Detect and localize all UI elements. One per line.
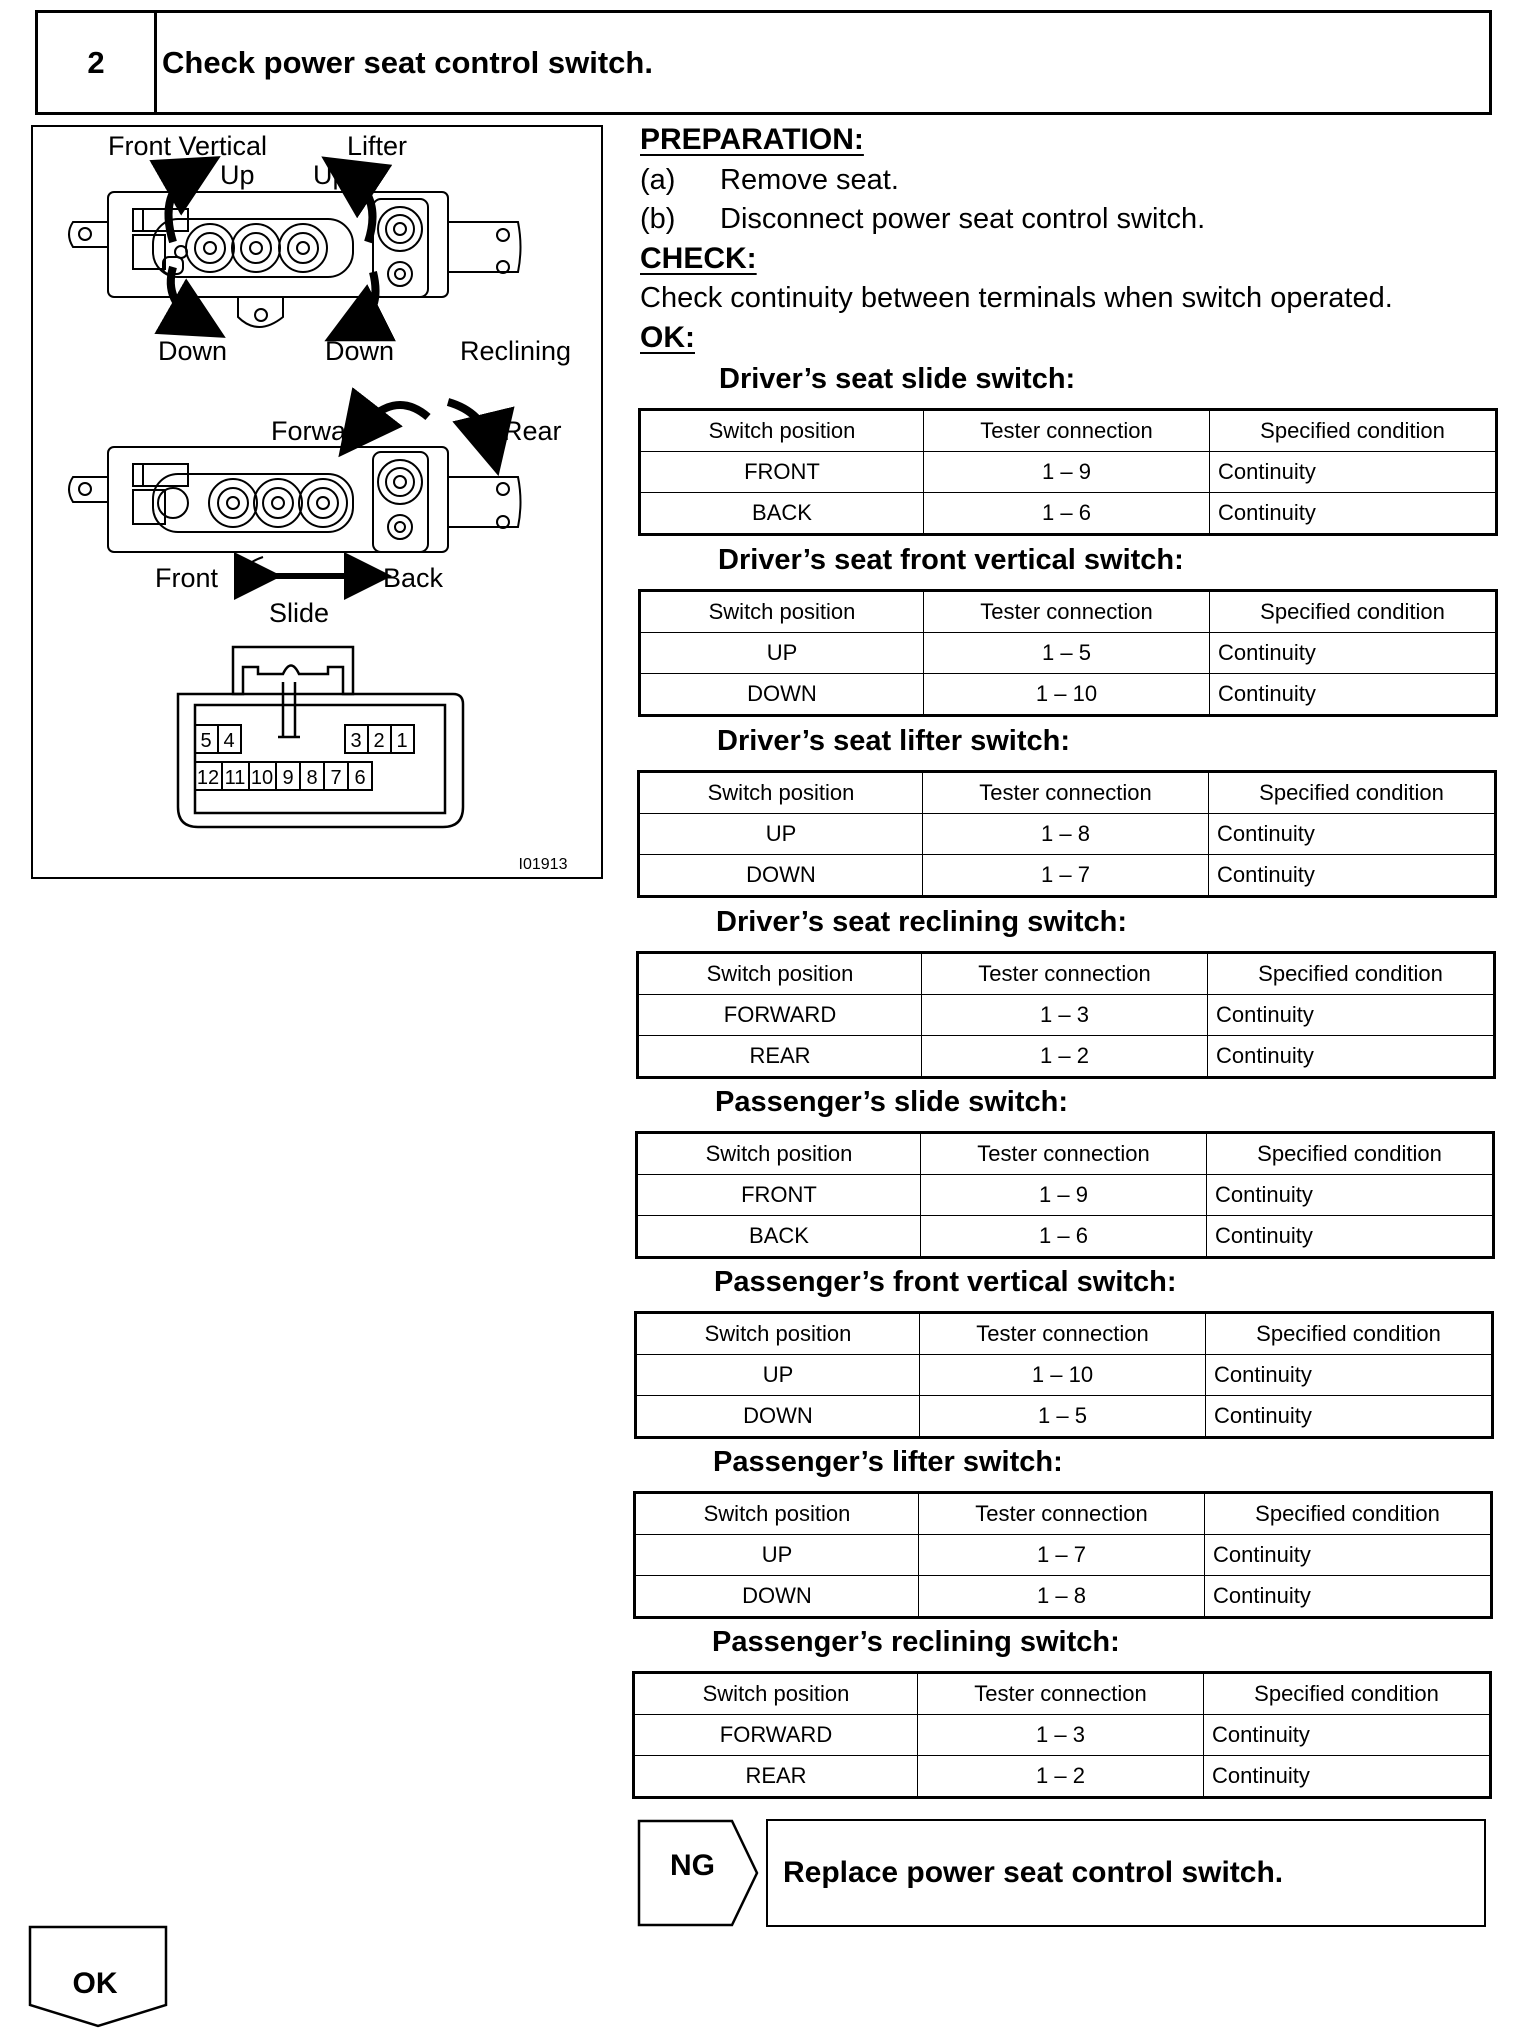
pin-10: 10 — [250, 767, 274, 789]
cell: 1 – 7 — [919, 1535, 1205, 1576]
col-header: Switch position — [638, 953, 922, 995]
cell: 1 – 2 — [918, 1756, 1204, 1798]
cell: 1 – 8 — [923, 814, 1209, 855]
cell: 1 – 10 — [920, 1355, 1206, 1396]
cell: 1 – 6 — [924, 493, 1210, 535]
label-reclining: Reclining — [460, 336, 572, 366]
col-header: Specified condition — [1210, 410, 1497, 452]
label-down-front: Down — [158, 336, 228, 366]
cell: Continuity — [1204, 1715, 1491, 1756]
table-passenger-lifter — [633, 1491, 1493, 1619]
col-header: Switch position — [634, 1673, 918, 1715]
cell: Continuity — [1208, 1036, 1495, 1078]
col-header: Specified condition — [1207, 1133, 1494, 1175]
pin-3: 3 — [350, 730, 362, 752]
label-lifter: Lifter — [347, 131, 408, 161]
label-front: Front — [155, 563, 219, 593]
check-heading: CHECK: — [640, 242, 757, 275]
col-header: Tester connection — [920, 1313, 1206, 1355]
ok-heading: OK: — [640, 321, 695, 354]
cell: Continuity — [1204, 1756, 1491, 1798]
prep-item-a-text: Remove seat. — [720, 164, 899, 196]
table-title-driver-slide: Driver’s seat slide switch: — [719, 363, 1076, 395]
cell: Continuity — [1209, 855, 1496, 897]
cell: UP — [635, 1535, 919, 1576]
cell: UP — [636, 1355, 920, 1396]
pin-5: 5 — [200, 730, 212, 752]
cell: FRONT — [637, 1175, 921, 1216]
cell: 1 – 10 — [924, 674, 1210, 716]
preparation-heading: PREPARATION: — [640, 123, 864, 156]
cell: DOWN — [639, 855, 923, 897]
cell: UP — [639, 814, 923, 855]
col-header: Specified condition — [1210, 591, 1497, 633]
pin-8: 8 — [306, 767, 318, 789]
pin-9: 9 — [282, 767, 294, 789]
col-header: Switch position — [637, 1133, 921, 1175]
cell: 1 – 8 — [919, 1576, 1205, 1618]
table-title-passenger-front-vertical: Passenger’s front vertical switch: — [714, 1266, 1177, 1298]
cell: UP — [640, 633, 924, 674]
pin-4: 4 — [223, 730, 235, 752]
col-header: Switch position — [640, 591, 924, 633]
col-header: Switch position — [636, 1313, 920, 1355]
cell: 1 – 3 — [918, 1715, 1204, 1756]
label-slide: Slide — [269, 598, 330, 628]
connector-diagram — [178, 647, 463, 827]
col-header: Tester connection — [921, 1133, 1207, 1175]
col-header: Switch position — [640, 410, 924, 452]
cell: REAR — [634, 1756, 918, 1798]
cell: BACK — [637, 1216, 921, 1258]
pin-2: 2 — [373, 730, 385, 752]
cell: Continuity — [1205, 1535, 1492, 1576]
cell: 1 – 6 — [921, 1216, 1207, 1258]
cell: 1 – 2 — [922, 1036, 1208, 1078]
switch-diagram — [33, 127, 605, 881]
table-driver-reclining — [636, 951, 1496, 1079]
pin-11: 11 — [224, 767, 246, 789]
cell: 1 – 3 — [922, 995, 1208, 1036]
cell: 1 – 7 — [923, 855, 1209, 897]
table-passenger-front-vertical — [634, 1311, 1494, 1439]
cell: Continuity — [1206, 1355, 1493, 1396]
cell: FORWARD — [638, 995, 922, 1036]
cell: Continuity — [1210, 452, 1497, 493]
col-header: Tester connection — [919, 1493, 1205, 1535]
cell: Continuity — [1207, 1216, 1494, 1258]
col-header: Tester connection — [922, 953, 1208, 995]
cell: Continuity — [1209, 814, 1496, 855]
col-header: Specified condition — [1209, 772, 1496, 814]
col-header: Tester connection — [924, 591, 1210, 633]
table-title-passenger-reclining: Passenger’s reclining switch: — [712, 1626, 1120, 1658]
table-title-passenger-slide: Passenger’s slide switch: — [715, 1086, 1068, 1118]
table-driver-lifter — [637, 770, 1497, 898]
table-title-passenger-lifter: Passenger’s lifter switch: — [713, 1446, 1063, 1478]
pin-12: 12 — [196, 767, 220, 789]
step-title: Check power seat control switch. — [162, 44, 653, 80]
switch-view-top — [69, 172, 521, 327]
col-header: Switch position — [639, 772, 923, 814]
cell: FORWARD — [634, 1715, 918, 1756]
ok-label: OK — [72, 1967, 118, 2000]
cell: 1 – 9 — [924, 452, 1210, 493]
prep-item-a-letter: (a) — [640, 164, 676, 196]
figure-id: I01913 — [518, 856, 568, 873]
label-up-front: Up — [220, 160, 255, 190]
label-down-lifter: Down — [325, 336, 395, 366]
cell: DOWN — [635, 1576, 919, 1618]
ng-action: Replace power seat control switch. — [766, 1819, 1486, 1927]
table-driver-front-vertical — [638, 589, 1498, 717]
col-header: Tester connection — [923, 772, 1209, 814]
table-title-driver-lifter: Driver’s seat lifter switch: — [717, 725, 1070, 757]
cell: REAR — [638, 1036, 922, 1078]
col-header: Specified condition — [1208, 953, 1495, 995]
cell: 1 – 5 — [924, 633, 1210, 674]
table-title-driver-reclining: Driver’s seat reclining switch: — [716, 906, 1127, 938]
label-forward: Forward — [271, 416, 371, 446]
col-header: Specified condition — [1204, 1673, 1491, 1715]
table-title-driver-front-vertical: Driver’s seat front vertical switch: — [718, 544, 1184, 576]
col-header: Tester connection — [924, 410, 1210, 452]
step-header — [35, 10, 1492, 115]
col-header: Switch position — [635, 1493, 919, 1535]
cell: FRONT — [640, 452, 924, 493]
col-header: Tester connection — [918, 1673, 1204, 1715]
cell: BACK — [640, 493, 924, 535]
ng-label: NG — [670, 1849, 715, 1882]
cell: DOWN — [636, 1396, 920, 1438]
table-passenger-slide — [635, 1131, 1495, 1259]
cell: 1 – 9 — [921, 1175, 1207, 1216]
prep-item-b-text: Disconnect power seat control switch. — [720, 203, 1206, 235]
pin-1: 1 — [396, 730, 408, 752]
cell: Continuity — [1210, 633, 1497, 674]
cell: DOWN — [640, 674, 924, 716]
pin-6: 6 — [354, 767, 366, 789]
label-front-vertical: Front Vertical — [108, 131, 268, 161]
col-header: Specified condition — [1206, 1313, 1493, 1355]
prep-item-b-letter: (b) — [640, 203, 676, 235]
label-rear: Rear — [503, 416, 562, 446]
cell: Continuity — [1208, 995, 1495, 1036]
label-up-lifter: Up — [313, 160, 348, 190]
pin-7: 7 — [330, 767, 342, 789]
check-text: Check continuity between terminals when switch operated. — [640, 282, 1393, 314]
cell: Continuity — [1206, 1396, 1493, 1438]
table-passenger-reclining — [632, 1671, 1492, 1799]
switch-illustration — [31, 125, 603, 879]
cell: Continuity — [1207, 1175, 1494, 1216]
col-header: Specified condition — [1205, 1493, 1492, 1535]
cell: Continuity — [1210, 493, 1497, 535]
label-back: Back — [383, 563, 444, 593]
cell: Continuity — [1205, 1576, 1492, 1618]
step-number: 2 — [38, 13, 157, 112]
cell: 1 – 5 — [920, 1396, 1206, 1438]
cell: Continuity — [1210, 674, 1497, 716]
table-driver-slide — [638, 408, 1498, 536]
